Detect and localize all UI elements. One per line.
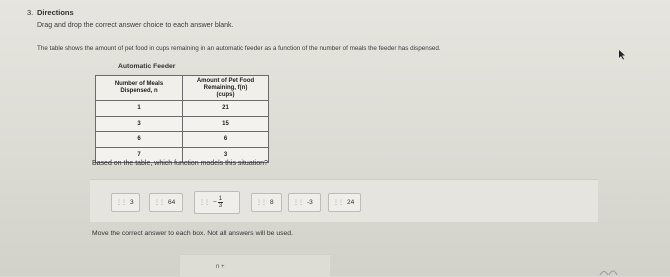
answer-choice-8[interactable] <box>251 193 282 212</box>
drag-handle-icon: ⋮⋮ <box>293 200 303 206</box>
answer-choice-value: 64 <box>168 199 176 206</box>
move-instruction: Move the correct answer to each box. Not all answers will be used. <box>92 230 293 237</box>
toolbar-icon <box>598 264 618 276</box>
table-cell: 21 <box>183 101 269 117</box>
column-header-meals: Number of Meals Dispensed, n <box>96 76 183 101</box>
drag-handle-icon: ⋮⋮ <box>199 200 209 206</box>
table-row <box>96 132 269 148</box>
feeder-table <box>95 75 269 163</box>
table-cell: 7 <box>96 147 183 163</box>
fraction-denominator: 3 <box>218 203 223 209</box>
answer-bank <box>90 179 598 222</box>
answer-choice-value: 3 <box>130 199 134 206</box>
drag-instruction: Drag and drop the correct answer choice to each answer blank. <box>37 22 234 29</box>
answer-choice-value: -3 <box>307 199 313 206</box>
fraction-numerator: 1 <box>218 196 223 202</box>
table-cell: 1 <box>96 101 183 117</box>
drag-handle-icon: ⋮⋮ <box>154 200 164 206</box>
table-cell: 15 <box>183 116 269 132</box>
drag-handle-icon: ⋮⋮ <box>116 200 126 206</box>
problem-text: The table shows the amount of pet food in cups remaining in an automatic feeder as a function of the number of meals the feeder has dispensed. <box>37 45 441 52</box>
drag-handle-icon: ⋮⋮ <box>256 200 266 206</box>
answer-choice-3[interactable] <box>111 193 140 212</box>
directions-label: Directions <box>37 8 74 17</box>
table-title: Automatic Feeder <box>118 63 176 70</box>
question-prompt: Based on the table, which function models this situation? <box>92 160 268 167</box>
table-row <box>96 101 269 117</box>
fraction <box>218 196 223 209</box>
answer-choice-24[interactable] <box>328 193 361 212</box>
table-cell: 6 <box>183 132 269 148</box>
table-header-row <box>96 76 269 101</box>
table-cell: 3 <box>96 116 183 132</box>
answer-drop-area[interactable] <box>180 254 330 277</box>
mouse-pointer-icon <box>618 50 626 60</box>
drag-handle-icon: ⋮⋮ <box>333 200 343 206</box>
fraction-sign: − <box>213 199 217 206</box>
column-header-food: Amount of Pet Food Remaining, f(n) (cups) <box>183 76 269 101</box>
table-row <box>96 116 269 132</box>
answer-choice-negative-one-third[interactable] <box>194 191 240 214</box>
answer-choice-value: 8 <box>270 199 274 206</box>
question-number: 3. <box>27 8 34 17</box>
answer-expression-label: n + <box>216 264 225 270</box>
answer-choice-64[interactable] <box>149 193 183 212</box>
table-cell: 6 <box>96 132 183 148</box>
table-cell: 3 <box>183 147 269 163</box>
answer-choice-negative-3[interactable] <box>288 193 321 212</box>
answer-choice-value: 24 <box>347 199 355 206</box>
